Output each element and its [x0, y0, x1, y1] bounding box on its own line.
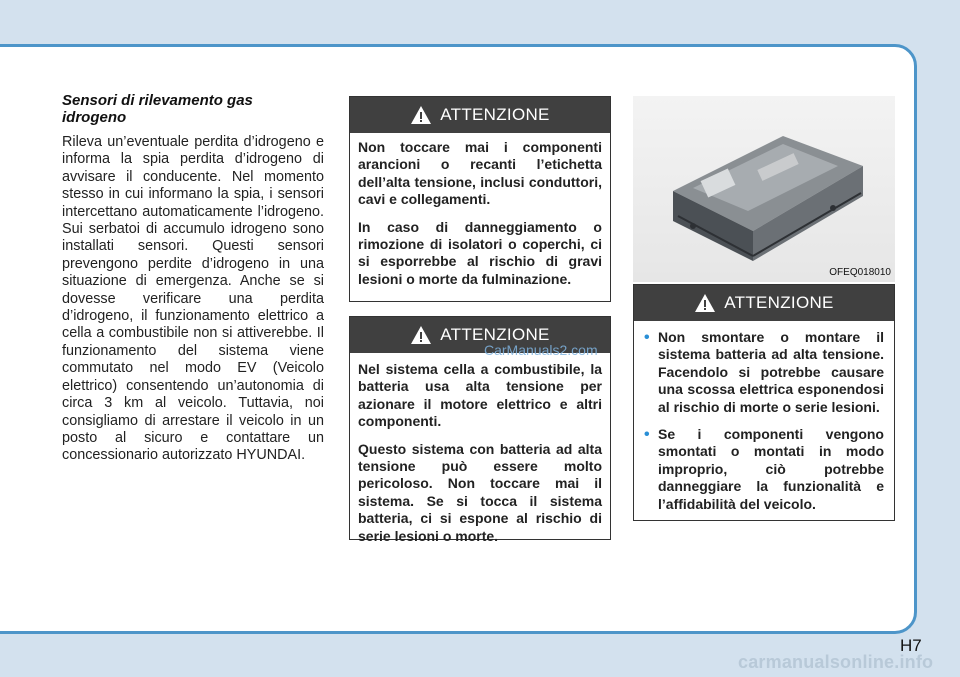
- warning-box-1: [349, 96, 611, 302]
- bullet-icon: •: [644, 329, 650, 346]
- section-body: Rileva un’eventuale perdita d’idrogeno e informa la spia perdita d’idrogeno di avvisare il conducente. Nel momento stesso in cui informano la spia, i sensori intercettano automaticamente l’idrogeno. Sui serbatoi di accumulo idrogeno sono installati sensori. Questi sensori prevengono perdite d’idrogeno in una situazione di emergenza. Anche se si dovesse verificare una perdita d’idrogeno, il funzionamento elettrico a cella a combustibile non si attiverebbe. Il funzionamento del sistema viene commutato nel modo EV (Veicolo elettrico) consentendo un’autonomia di circa 3 km al veicolo. Tuttavia, noi consigliamo di arrestare il veicolo in un posto al sicuro e contattare un concessionario autorizzato HYUNDAI.: [62, 134, 324, 464]
- figure-code: OFEQ018010: [829, 267, 891, 278]
- warning-bullet-text: Non smontare o montare il sistema batteria ad alta tensione. Facendolo si potrebbe causare una scossa elettrica esponendosi al rischio di morte o serie lesioni.: [658, 329, 884, 415]
- footer-watermark: carmanualsonline.info: [738, 652, 934, 672]
- warning-title: ATTENZIONE: [440, 105, 550, 124]
- warning-paragraph: Non toccare mai i componenti arancioni o recanti l’etichetta dell’alta tensione, inclusi conduttori, cavi e collegamenti.: [358, 139, 602, 208]
- section-title: Sensori di rilevamento gas idrogeno: [62, 92, 253, 126]
- warning-triangle-icon: [694, 293, 716, 313]
- warning-paragraph: In caso di danneggiamento o rimozione di isolatori o coperchi, ci si esporrebbe al rischio di gravi lesioni o morte da fulminazione.: [358, 218, 602, 287]
- warning-paragraph: Nel sistema cella a combustibile, la batteria usa alta tensione per azionare il motore elettrico e altri componenti.: [358, 361, 602, 430]
- bullet-icon: •: [644, 426, 650, 444]
- warning-paragraph: Questo sistema con batteria ad alta tensione può essere molto pericoloso. Non toccare mai il sistema. Se si tocca il sistema batteria, ci si espone al rischio di serie lesioni o morte.: [358, 440, 602, 544]
- warning-bullet: [644, 426, 884, 513]
- warning-title: ATTENZIONE: [440, 325, 550, 344]
- warning-bullet: [644, 329, 884, 416]
- warning-triangle-icon: [410, 105, 432, 125]
- warning-box-3: [633, 284, 895, 521]
- warning-bullet-text: Se i componenti vengono smontati o montati in modo improprio, ciò potrebbe danneggiare la funzionalità e l’affidabilità del veicolo.: [658, 426, 884, 512]
- watermark: CarManuals2.com: [484, 342, 598, 358]
- battery-photo: [633, 96, 895, 282]
- battery-pack-image: [633, 96, 895, 282]
- warning-triangle-icon: [410, 325, 432, 345]
- warning-title: ATTENZIONE: [724, 293, 834, 312]
- warning-header: [634, 285, 894, 321]
- page-number: H7: [900, 636, 922, 655]
- text-column: [62, 92, 324, 465]
- warning-header: [350, 97, 610, 133]
